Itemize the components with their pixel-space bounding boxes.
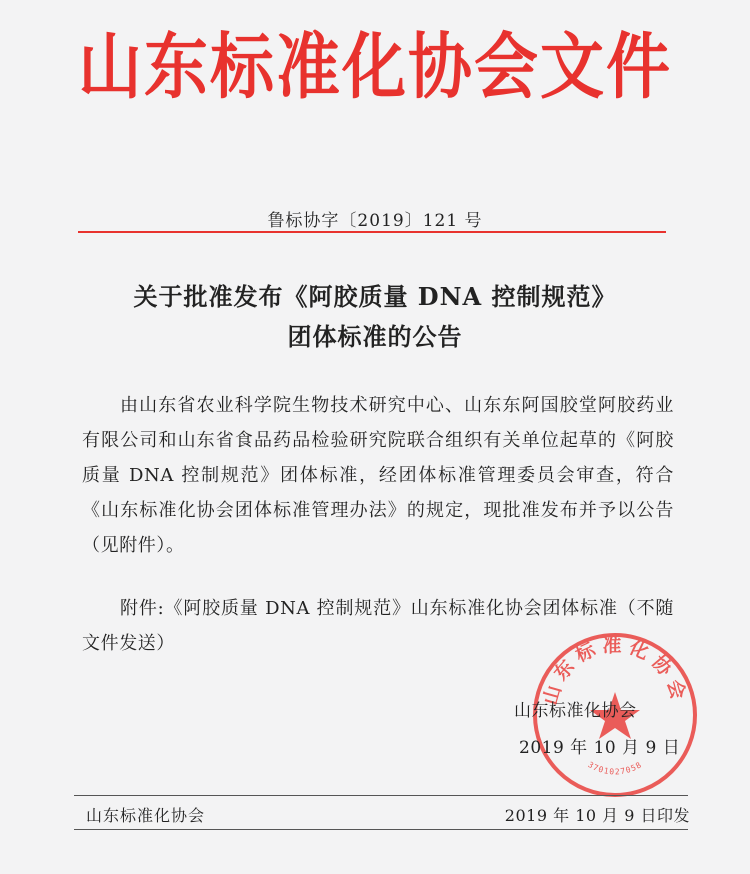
footer-print-date: 2019 年 10 月 9 日印发 <box>504 806 690 825</box>
signature-date: 2019 年 10 月 9 日 <box>519 738 681 758</box>
footer-divider-top <box>74 795 688 796</box>
document-number: 鲁标协字〔2019〕121 号 <box>267 211 483 231</box>
seal-code: 3701027058 <box>586 760 644 777</box>
seal-arc-text: 山东标准化协会 <box>539 634 691 708</box>
announcement-title-line2: 团体标准的公告 <box>287 322 463 351</box>
signature-organization: 山东标准化协会 <box>514 701 637 721</box>
masthead-title: 山东标准化协会文件 <box>78 26 672 110</box>
footer-issuer: 山东标准化协会 <box>86 806 206 825</box>
announcement-body: 由山东省农业科学院生物技术研究中心、山东东阿国胶堂阿胶药业有限公司和山东省食品药品检验研究院联合组织有关单位起草的《阿胶质量 DNA 控制规范》团体标准，经团体标准管理委员会审查，符合《山东标准化协会团体标准管理办法》的规定，现批准发布并予以公告（见附件）。 <box>82 395 674 556</box>
svg-text:3701027058 <box>586 760 643 776</box>
announcement-title-line1: 关于批准发布《阿胶质量 DNA 控制规范》 <box>133 282 617 311</box>
attachment-note: 附件:《阿胶质量 DNA 控制规范》山东标准化协会团体标准（不随文件发送） <box>82 598 674 654</box>
footer-divider-bottom <box>74 829 688 830</box>
masthead-red-divider <box>78 231 666 233</box>
